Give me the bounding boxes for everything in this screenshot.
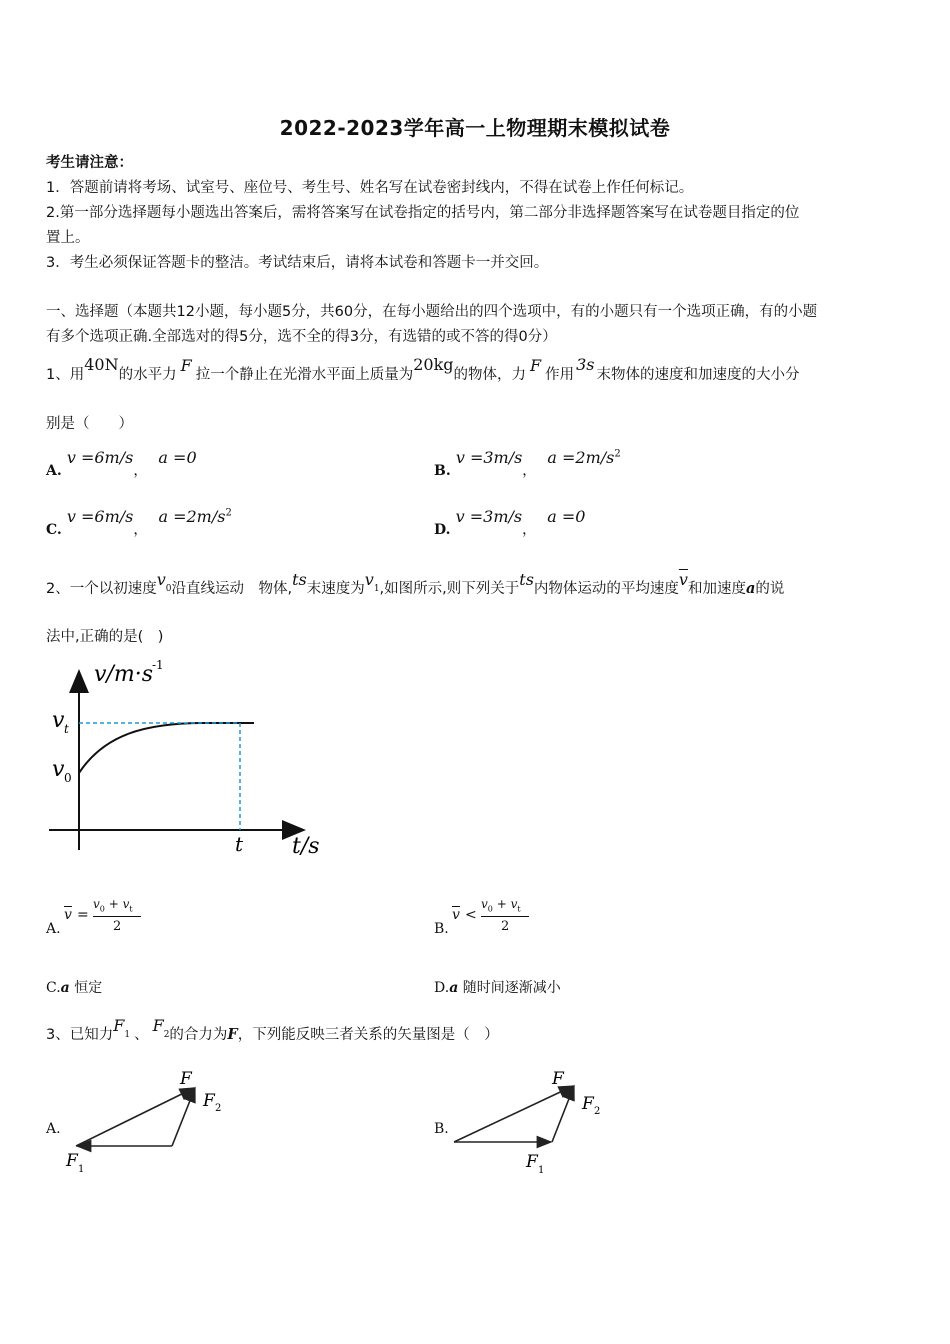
- q2-option-a-plus: +: [104, 897, 123, 911]
- q1-option-a-accel: a =0: [158, 448, 197, 467]
- graph-vt-label: v: [52, 708, 65, 733]
- q3-sep: 、: [134, 1027, 149, 1043]
- q2-option-b-num-subt: t: [517, 904, 521, 914]
- label-f1: F: [66, 1151, 78, 1171]
- q1-option-d-sep: ，: [522, 522, 537, 538]
- q2-text-7: 的说: [755, 581, 785, 597]
- q2-accel-symbol: a: [745, 580, 756, 597]
- q2-option-a-vbar: $\overline{v}$: [64, 907, 72, 923]
- q2-option-c[interactable]: [46, 977, 102, 997]
- notice-item-1: 1．答题前请将考场、试室号、座位号、考生号、姓名写在试卷密封线内，不得在试卷上作任何标记。: [46, 180, 694, 196]
- q2-option-b-plus: +: [492, 897, 511, 911]
- q1-option-d-accel: a =0: [547, 507, 586, 526]
- velocity-curve: [79, 723, 254, 773]
- notice-item-3: 3．考生必须保证答题卡的整洁。考试结束后，请将本试卷和答题卡一并交回。: [46, 255, 549, 271]
- q2-option-a-op: =: [77, 907, 89, 923]
- q3-text-2: 的合力为: [169, 1027, 228, 1043]
- notice-heading: 考生请注意：: [46, 155, 133, 171]
- label-f2: F: [582, 1094, 594, 1114]
- q3-f-symbol: F: [227, 1026, 238, 1043]
- q3-f1-symbol: F: [113, 1016, 125, 1035]
- q2-vt-graph: [44, 655, 334, 865]
- label-f1-sub: 1: [538, 1165, 545, 1176]
- q2-v1-sub: 1: [373, 583, 380, 594]
- q1-option-d[interactable]: [434, 507, 586, 538]
- q3-text-3: ，下列能反映三者关系的矢量图是（ ）: [237, 1027, 499, 1043]
- q1-option-c-velocity: v =6m/s: [66, 507, 134, 526]
- q1-option-a-velocity: v =6m/s: [66, 448, 134, 467]
- q1-option-b-sep: ，: [522, 463, 537, 479]
- q1-text-2: 的水平力: [118, 367, 177, 383]
- graph-t-label: t: [235, 832, 244, 856]
- section-heading-line2: 有多个选项正确.全部选对的得5分，选不全的得3分，有选错的或不答的得0分）: [46, 329, 557, 345]
- q2-option-c-accel: a: [60, 980, 70, 996]
- q2-stem-cont: 法中,正确的是( ): [46, 629, 164, 645]
- q2-text-6: 和加速度: [687, 581, 746, 597]
- q3-option-a-label[interactable]: A.: [46, 1121, 61, 1137]
- q2-text-1: 2、一个以初速度: [46, 581, 157, 597]
- q2-option-b-denominator: 2: [501, 919, 510, 934]
- q1-option-d-label: D.: [434, 522, 451, 538]
- graph-y-label: v/m·s: [94, 662, 153, 687]
- page-title: 2022-2023学年高一上物理期末模拟试卷: [279, 116, 671, 140]
- notice-item-2-cont: 置上。: [46, 230, 90, 246]
- q1-text-5: 作用: [545, 367, 575, 383]
- q1-option-c-label: C.: [46, 522, 62, 538]
- label-f1-sub: 1: [78, 1164, 85, 1175]
- q2-option-b[interactable]: [434, 895, 634, 941]
- q2-v0-symbol: v: [156, 570, 166, 589]
- q2-option-d-label: D.: [434, 980, 450, 996]
- q1-option-c-sup: 2: [225, 507, 232, 519]
- q1-option-a-label: A.: [46, 463, 62, 479]
- q3-stem: [46, 1016, 499, 1051]
- label-f2-sub: 2: [215, 1103, 222, 1114]
- graph-v0-label: v: [52, 757, 65, 782]
- section-heading-line1: 一、选择题（本题共12小题，每小题5分，共60分，在每小题给出的四个选项中，有的小题只有一个选项正确，有的小题: [46, 304, 818, 320]
- q1-option-b-accel: a =2m/s: [547, 448, 615, 467]
- q1-option-b-sup: 2: [614, 448, 621, 460]
- q2-text-4: ,如图所示,则下列关于: [379, 581, 520, 597]
- q2-text-2: 沿直线运动 物体,: [171, 581, 293, 597]
- q2-option-c-label: C.: [46, 980, 61, 996]
- q1-option-a[interactable]: [46, 448, 197, 479]
- q1-option-a-sep: ，: [133, 463, 148, 479]
- q1-force-symbol-2: F: [530, 356, 542, 375]
- q1-text-4: 的物体，力: [453, 367, 526, 383]
- q1-option-d-velocity: v =3m/s: [455, 507, 523, 526]
- graph-v0-sub: 0: [64, 771, 72, 785]
- q2-option-a-num-vt: v: [122, 897, 130, 911]
- q1-text-3: 拉一个静止在光滑水平面上质量为: [195, 367, 414, 383]
- q1-option-b-velocity: v =3m/s: [455, 448, 523, 467]
- q1-option-c[interactable]: [46, 507, 232, 538]
- q2-option-b-fraction-bar: [481, 916, 529, 917]
- q3-f2-symbol: F: [152, 1016, 164, 1035]
- q2-option-b-op: <: [465, 907, 477, 923]
- label-f1: F: [526, 1152, 538, 1172]
- q2-option-d-accel: a: [449, 980, 459, 996]
- q2-option-a-numerator: [93, 897, 133, 913]
- q2-text-5: 内物体运动的平均速度: [533, 581, 679, 597]
- q1-time-value: 3s: [576, 355, 595, 374]
- notice-item-2: 2.第一部分选择题每小题选出答案后，需将答案写在试卷指定的括号内，第二部分非选择题答案写在试卷题目指定的位: [46, 205, 800, 221]
- q1-force-value: 40N: [84, 355, 119, 374]
- q2-option-a-denominator: 2: [113, 919, 122, 934]
- q2-option-b-label: B.: [434, 921, 449, 937]
- graph-x-label: t/s: [292, 834, 320, 859]
- q2-option-a-num-sub0: 0: [99, 904, 105, 914]
- q1-mass-value: 20kg: [413, 355, 454, 374]
- q2-option-c-text: 恒定: [74, 980, 103, 996]
- q2-option-a-label: A.: [46, 921, 61, 937]
- q2-option-a-num-subt: t: [129, 904, 133, 914]
- q3-text-1: 3、已知力: [46, 1027, 114, 1043]
- label-f: F: [180, 1069, 192, 1089]
- q2-average-velocity-symbol: $\overline{v}$: [678, 570, 688, 589]
- q1-text-6: 末物体的速度和加速度的大小分: [596, 367, 800, 383]
- q1-text-1: 1、用: [46, 367, 85, 383]
- q3-option-a-diagram[interactable]: [62, 1064, 232, 1180]
- q2-option-a-fraction-bar: [93, 916, 141, 917]
- q1-stem: [46, 355, 800, 385]
- q2-v1-symbol: v: [364, 570, 374, 589]
- q2-stem: [46, 570, 785, 605]
- q2-option-a-num-v0: v: [93, 897, 100, 911]
- q2-time-symbol: ts: [292, 570, 307, 589]
- q3-option-b-diagram[interactable]: [448, 1064, 618, 1180]
- q1-option-b-label: B.: [434, 463, 451, 479]
- q2-option-d[interactable]: [434, 977, 561, 997]
- q1-option-c-sep: ，: [133, 522, 148, 538]
- q3-option-b-label[interactable]: B.: [434, 1121, 449, 1137]
- q1-force-symbol: F: [180, 356, 192, 375]
- graph-vt-sub: t: [64, 722, 69, 736]
- q2-v0-sub: 0: [165, 583, 172, 594]
- q1-option-b[interactable]: [434, 448, 621, 479]
- q2-text-3: 末速度为: [306, 581, 365, 597]
- label-f: F: [552, 1069, 564, 1089]
- label-f2: F: [203, 1091, 215, 1111]
- q1-stem-cont: 别是（ ）: [46, 416, 133, 432]
- q1-option-c-accel: a =2m/s: [158, 507, 226, 526]
- q3-f2-sub: 2: [163, 1029, 170, 1040]
- q2-option-b-vbar: $\overline{v}$: [452, 907, 460, 923]
- q2-time-symbol-2: ts: [519, 570, 534, 589]
- q2-option-a[interactable]: [46, 895, 246, 941]
- q2-option-b-num-v0: v: [481, 897, 488, 911]
- label-f2-sub: 2: [594, 1106, 601, 1117]
- q2-option-b-num-vt: v: [510, 897, 518, 911]
- q2-option-d-text: 随时间逐渐减小: [462, 980, 561, 996]
- q3-f1-sub: 1: [124, 1029, 131, 1040]
- q2-option-b-numerator: [481, 897, 521, 913]
- q2-option-b-num-sub0: 0: [487, 904, 493, 914]
- graph-y-label-sup: -1: [152, 658, 164, 672]
